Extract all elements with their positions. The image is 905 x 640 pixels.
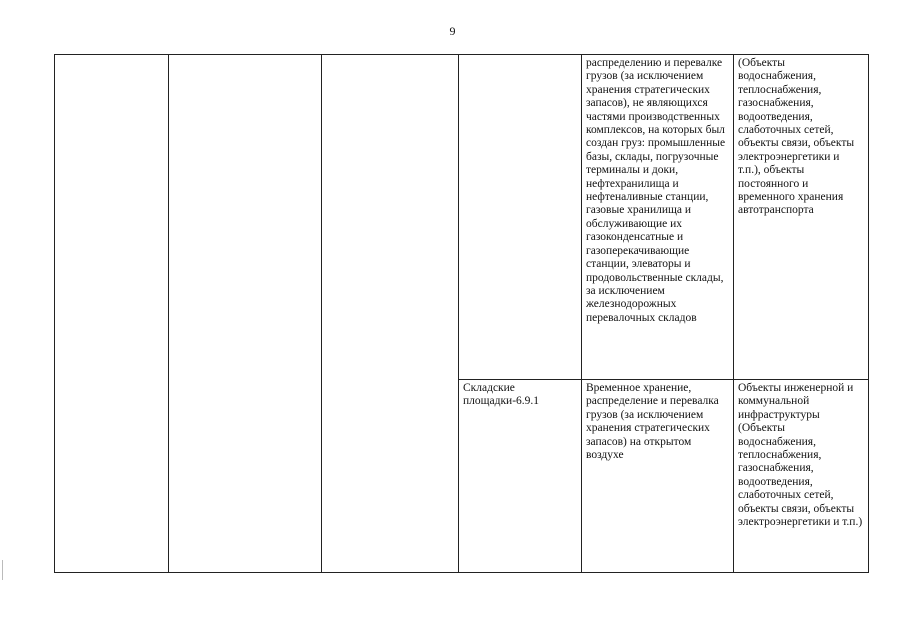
table-cell-use-description: распределению и перевалке грузов (за исключением хранения стратегических запасов), не являющихся частями производственных комплексов, на которых был создан груз: промышленные базы, склады, погрузочные терминалы и доки, нефтехранилища и нефтеналивные станции, газовые хранилища и обслуживающие их газоконденсатные и газоперекачивающие станции, элеваторы и продовольственные склады, за исключением железнодорожных перевалочных складов xyxy=(582,55,734,380)
page-number: 9 xyxy=(449,24,456,38)
table-cell-use-type: Складские площадки-6.9.1 xyxy=(459,380,582,573)
table-cell-use-description: Временное хранение, распределение и перевалка грузов (за исключением хранения стратегических запасов) на открытом воздухе xyxy=(582,380,734,573)
zoning-table xyxy=(54,54,869,573)
scan-edge-mark xyxy=(2,560,3,580)
table-cell-col2 xyxy=(169,55,322,573)
table-cell-col1 xyxy=(55,55,169,573)
table-cell-col3 xyxy=(322,55,459,573)
table-row xyxy=(55,55,869,380)
table-cell-use-type xyxy=(459,55,582,380)
table-cell-auxiliary-uses: Объекты инженерной и коммунальной инфраструктуры (Объекты водоснабжения, теплоснабжения, газоснабжения, водоотведения, слаботочных сетей, объекты связи, объекты электроэнергетики и т.п.) xyxy=(734,380,869,573)
table-cell-auxiliary-uses: (Объекты водоснабжения, теплоснабжения, газоснабжения, водоотведения, слаботочных сетей, объекты связи, объекты электроэнергетики и т.п.), объекты постоянного и временного хранения автотранспорта xyxy=(734,55,869,380)
